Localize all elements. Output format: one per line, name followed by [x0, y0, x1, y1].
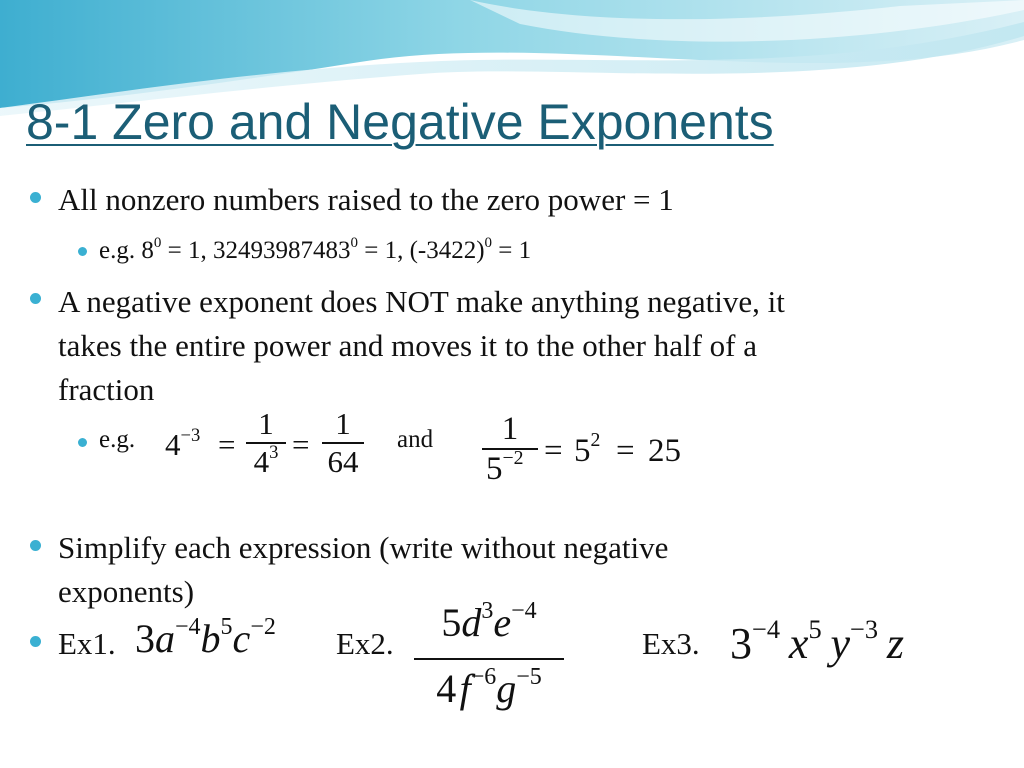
bullet-marker	[30, 540, 41, 551]
math-power: $5^2$	[574, 429, 601, 469]
bullet-marker	[30, 293, 41, 304]
example-text: = 1, (-3422)	[357, 237, 485, 264]
fraction-one-over-five-neg-two	[482, 410, 538, 492]
numerator: $5d^3e^{-4}$	[441, 598, 537, 645]
exponent: 0	[484, 234, 493, 251]
fraction-one-over-four-cubed	[246, 406, 286, 485]
numerator: 1	[335, 406, 351, 441]
fraction-one-over-sixtyfour	[322, 406, 364, 480]
sub-bullet-zero-examples	[99, 235, 531, 270]
eg-label: e.g.	[99, 426, 136, 453]
fraction-bar	[414, 658, 564, 660]
text-line: Simplify each expression (write without negative	[58, 530, 669, 565]
example-text: e.g. 8	[99, 237, 154, 264]
ex2-label: Ex2.	[336, 626, 394, 661]
denominator: 64	[327, 444, 359, 479]
denominator: $5^{-2}$	[486, 447, 524, 487]
exponent: −3	[180, 425, 201, 447]
base: 4	[165, 427, 181, 462]
example-text: = 1, 32493987483	[161, 237, 351, 264]
text-line: A negative exponent does NOT make anything negative, it	[58, 284, 785, 319]
slide-title: 8-1 Zero and Negative Exponents	[26, 94, 774, 150]
equals-sign: =	[218, 427, 236, 462]
denominator: $4^3$	[253, 442, 279, 479]
ex1-expression: $3a^{-4}b^5c^{-2}$	[135, 614, 276, 661]
sub-bullet-marker	[78, 438, 87, 447]
text-line: takes the entire power and moves it to the other half of a	[58, 328, 757, 363]
exponent: 0	[350, 234, 358, 251]
ex2-fraction	[414, 600, 564, 718]
numerator: 1	[501, 411, 519, 447]
example-text: = 1	[492, 237, 532, 264]
ex1-label: Ex1.	[58, 626, 116, 661]
and-label: and	[397, 426, 434, 453]
bullet-marker	[30, 636, 41, 647]
ex3-expression: $3^{-4}$ $x^5$ $y^{-3}$ z	[730, 614, 905, 668]
sub-bullet-marker	[78, 247, 87, 256]
equals-sign: =	[292, 427, 310, 462]
exponent: 0	[153, 234, 162, 251]
bullet-zero-power: All nonzero numbers raised to the zero power = 1	[58, 182, 674, 217]
text-line: fraction	[58, 372, 155, 407]
ex3-label: Ex3.	[642, 626, 700, 661]
equals-sign: =	[544, 433, 563, 469]
math-power	[165, 425, 200, 470]
bullet-marker	[30, 192, 41, 203]
result-value: 25	[648, 433, 681, 469]
bullet-simplify-instruction	[58, 526, 668, 614]
text-line: exponents)	[58, 574, 195, 609]
equals-sign: =	[616, 433, 635, 469]
bullet-negative-exponent	[58, 280, 785, 412]
numerator: 1	[258, 406, 274, 441]
denominator: 4 $f^{-6}g^{-5}$	[436, 664, 542, 711]
